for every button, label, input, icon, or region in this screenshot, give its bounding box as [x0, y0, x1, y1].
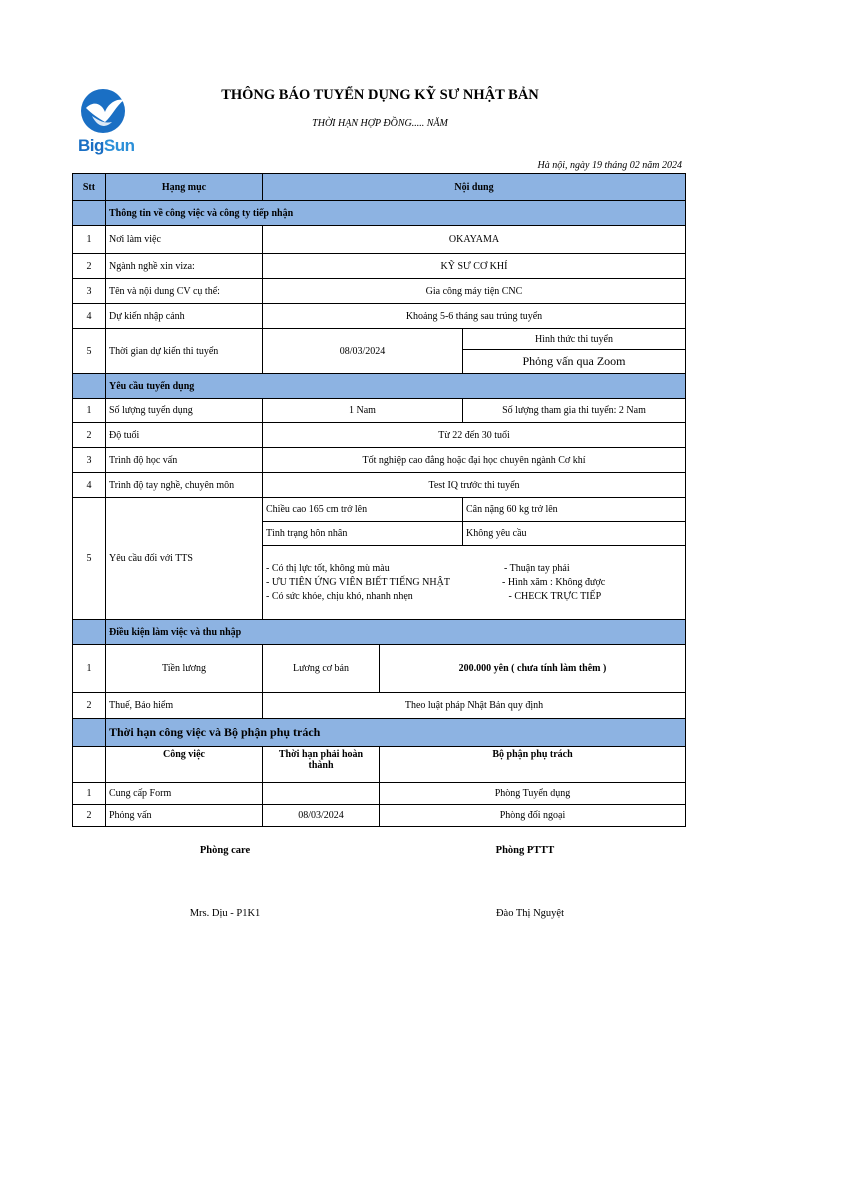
- table-row: 2 Ngành nghề xin viza: KỸ SƯ CƠ KHÍ: [73, 254, 686, 279]
- recruitment-table: [72, 173, 686, 827]
- marital-value: Không yêu cầu: [463, 522, 686, 546]
- exam-form-value: Phỏng vấn qua Zoom: [463, 350, 686, 374]
- exam-date: 08/03/2024: [263, 329, 463, 374]
- company-logo: [78, 86, 138, 160]
- table-row: 1 Nơi làm việc OKAYAMA: [73, 226, 686, 254]
- header-stt: Stt: [73, 174, 106, 201]
- document-title: THÔNG BÁO TUYỂN DỤNG KỸ SƯ NHẬT BẢN: [221, 87, 539, 103]
- table-row: 3 Trình độ học vấn Tốt nghiệp cao đẳng hoặc đại học chuyên ngành Cơ khí: [73, 448, 686, 473]
- table-row: 5 Thời gian dự kiến thi tuyển 08/03/2024 Hình thức thi tuyển: [73, 329, 686, 350]
- weight-requirement: Cân nặng 60 kg trở lên: [463, 498, 686, 522]
- extra-requirements: [263, 546, 686, 620]
- requirement-item: - CHECK TRỰC TIẾP: [506, 590, 602, 602]
- signature-right-dept: Phòng PTTT: [495, 845, 555, 856]
- section-title: Thời hạn công việc và Bộ phận phụ trách: [106, 719, 686, 747]
- bird-logo-icon: [78, 86, 128, 136]
- section-row: [73, 620, 686, 645]
- table-row: 3 Tên và nội dung CV cụ thể: Gia công máy tiện CNC: [73, 279, 686, 304]
- requirement-item: - ƯU TIÊN ỨNG VIÊN BIẾT TIẾNG NHẬT: [266, 576, 450, 588]
- section-row: [73, 719, 686, 747]
- section-title: Yêu cầu tuyển dụng: [106, 374, 686, 399]
- table-header-row: [73, 174, 686, 201]
- table-row: 1 Số lượng tuyển dụng 1 Nam Số lượng tham gia thi tuyển: 2 Nam: [73, 399, 686, 423]
- table-row: 2 Phỏng vấn 08/03/2024 Phòng đối ngoại: [73, 805, 686, 827]
- requirement-item: - Có sức khỏe, chịu khó, nhanh nhẹn: [266, 590, 413, 602]
- table-row: 2 Độ tuổi Từ 22 đến 30 tuổi: [73, 423, 686, 448]
- table-row: 4 Dự kiến nhập cảnh Khoảng 5-6 tháng sau trúng tuyển: [73, 304, 686, 329]
- header-noi-dung: Nội dung: [263, 174, 686, 201]
- section-row: [73, 201, 686, 226]
- marital-label: Tình trạng hôn nhân: [263, 522, 463, 546]
- exam-form-label: Hình thức thi tuyển: [463, 329, 686, 350]
- table-row: 4 Trình độ tay nghề, chuyên môn Test IQ trước thi tuyển: [73, 473, 686, 498]
- requirement-item: - Hình xăm : Không được: [502, 576, 606, 588]
- section-row: [73, 374, 686, 399]
- table-row: 1 Cung cấp Form Phòng Tuyển dụng: [73, 783, 686, 805]
- table-row: Công việc Thời hạn phải hoàn thành Bộ phận phụ trách: [73, 747, 686, 783]
- salary-value: 200.000 yên ( chưa tính làm thêm ): [380, 645, 686, 693]
- logo-text: BigSun: [78, 136, 135, 155]
- requirement-item: - Có thị lực tốt, không mù màu: [266, 562, 390, 574]
- table-row: 2 Thuế, Bảo hiểm Theo luật pháp Nhật Bản quy định: [73, 693, 686, 719]
- table-row: 5 Yêu cầu đối với TTS Chiều cao 165 cm trở lên Cân nặng 60 kg trở lên: [73, 498, 686, 522]
- height-requirement: Chiều cao 165 cm trở lên: [263, 498, 463, 522]
- document-date: Hà nội, ngày 19 tháng 02 năm 2024: [537, 160, 682, 171]
- header-hang-muc: Hạng mục: [106, 174, 263, 201]
- requirement-item: - Thuận tay phải: [504, 562, 570, 574]
- section-title: Điều kiện làm việc và thu nhập: [106, 620, 686, 645]
- signature-left-name: Mrs. Dịu - P1K1: [189, 908, 261, 919]
- section-title: Thông tin về công việc và công ty tiếp nhận: [106, 201, 686, 226]
- signature-right-name: Đào Thị Nguyệt: [495, 908, 565, 919]
- document-subtitle: THỜI HẠN HỢP ĐỒNG..... NĂM: [312, 118, 448, 129]
- signature-left-dept: Phòng care: [199, 845, 251, 856]
- table-row: 1 Tiền lương Lương cơ bản 200.000 yên ( chưa tính làm thêm ): [73, 645, 686, 693]
